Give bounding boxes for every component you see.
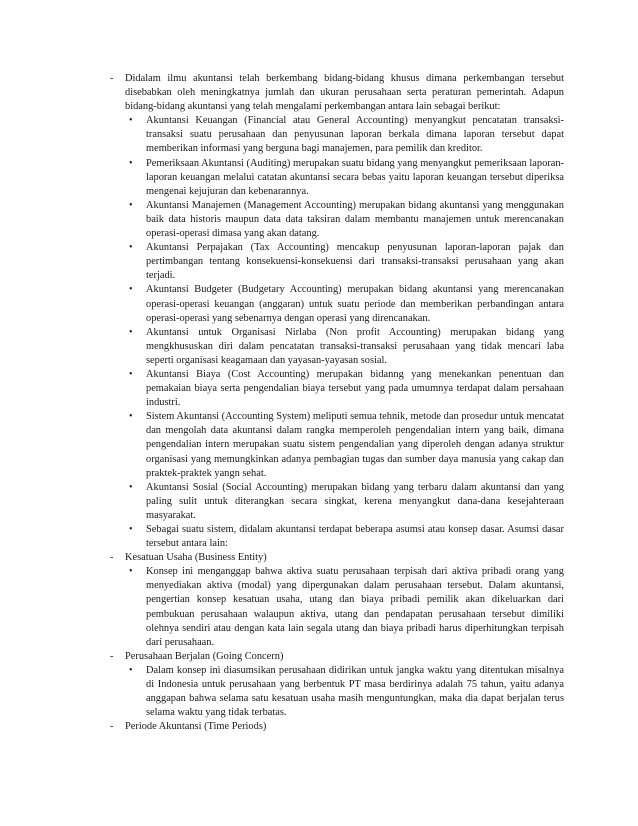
bullet-text: Akuntansi untuk Organisasi Nirlaba (Non profit Accounting) merupakan bidang yang mengkhususkan diri dalam pencatatan transaksi-transaksi perusahaan yang tidak mencari laba seperti organisasi keagamaan dan yayasan-yayasan sosial. xyxy=(146,326,564,366)
bullet-text: Akuntansi Sosial (Social Accounting) merupakan bidang yang terbaru dalam akuntansi dan yang paling sulit untuk diterangkan secara singkat, kerena menyangkut dana-dana kesejahteraan masyarakat. xyxy=(146,481,564,521)
dash-marker: - xyxy=(110,721,114,733)
bullet-item xyxy=(125,283,564,325)
bullet-text: Sebagai suatu sistem, didalam akuntansi terdapat beberapa asumsi atau konsep dasar. Asumsi dasar tersebut antara lain: xyxy=(146,524,564,550)
bullet-item xyxy=(125,157,564,199)
bullet-text: Akuntansi Biaya (Cost Accounting) merupakan bidanng yang menekankan penentuan dan pemakaian biaya serta pengendalian biaya tersebut yang pada umumnya terdapat dalam persahaan industri. xyxy=(146,368,564,409)
bullet-item xyxy=(125,368,564,410)
section-item xyxy=(110,72,564,551)
bullet-icon: • xyxy=(129,524,133,535)
document-body xyxy=(110,72,564,734)
section-item xyxy=(110,551,564,650)
section-item xyxy=(110,720,564,734)
bullet-text: Akuntansi Manajemen (Management Accounting) merupakan bidang akuntansi yang menggunakan baik data historis maupun data data taksiran dalam membantu manajemen untuk merencanakan operasi-operasi dimasa yang akan datang. xyxy=(146,199,564,240)
bullet-text: Akuntansi Perpajakan (Tax Accounting) mencakup penyusunan laporan-laporan pajak dan pertimbangan tentang konsekuensi-konsekuensi dari transaksi-transaksi perusahaan yang akan terjadi. xyxy=(146,242,564,282)
bullet-text: Akuntansi Keuangan (Financial atau General Accounting) menyangkut pencatatan transaksi-transaksi suatu perusahaan dan penyusunan laporan berkala dimana laporan tersebut dapat memberikan informasi yang berguna bagi manajemen, para pemilik dan kreditor. xyxy=(146,115,564,155)
bullet-icon: • xyxy=(129,284,133,296)
bullet-item xyxy=(125,565,564,650)
bullet-text: Konsep ini menganggap bahwa aktiva suatu perusahaan terpisah dari aktiva pribadi orang yang menyediakan aktiva (modal) yang dipergunakan dalam perusahaan tersebut. Dalam akuntansi, pengertian konsep kesatuan usaha, utang dan biaya pribadi pemilik akan dikeluarkan dari pembukuan perusahaan walaupun aktiva, utang dan pendapatan perusahaan tersebut dimiliki olehnya sendiri atau dengan kata lain segala utang dan biaya pribadi harus diperhitungkan terpisah dari perusahaan. xyxy=(146,566,564,648)
bullet-icon: • xyxy=(129,481,133,493)
bullet-icon: • xyxy=(129,368,133,380)
bullet-icon: • xyxy=(129,411,133,423)
section-text: Didalam ilmu akuntansi telah berkembang bidang-bidang khusus dimana perkembangan tersebut disebabkan oleh meningkatnya jumlah dan ukuran perusahaan serta peraturan pemerintah. Adapun bidang-bidang akuntansi yang telah mengalami perkembangan antara lain sebagai berikut: xyxy=(125,73,564,113)
dash-marker: - xyxy=(110,650,114,662)
dash-marker: - xyxy=(110,73,114,84)
bullet-list xyxy=(125,114,564,551)
bullet-list xyxy=(125,664,564,720)
bullet-text: Pemeriksaan Akuntansi (Auditing) merupakan suatu bidang yang menyangkut pemeriksaan laporan-laporan keuangan melalui catatan akuntansi secara bebas yaitu laporan keuangan tersebut diperiksa mengenai kejujuran dan kebenarannya. xyxy=(146,157,564,197)
bullet-item xyxy=(125,114,564,156)
bullet-icon: • xyxy=(129,199,133,211)
dash-marker: - xyxy=(110,552,114,564)
bullet-item xyxy=(125,326,564,368)
bullet-item xyxy=(125,241,564,283)
bullet-text: Dalam konsep ini diasumsikan perusahaan didirikan untuk jangka waktu yang ditentukan misalnya di Indonesia untuk perusahaan yang berbentuk PT masa berdirinya adalah 75 tahun, yaitu adanya anggapan bahwa selama satu kesatuan usaha masih menguntungkan, maka dia dapat berjalan terus selama waktu yang tidak terbatas. xyxy=(146,664,564,719)
bullet-icon: • xyxy=(129,242,133,254)
section-text: Periode Akuntansi (Time Periods) xyxy=(125,721,267,733)
bullet-item xyxy=(125,523,564,551)
bullet-icon: • xyxy=(129,115,133,127)
bullet-icon: • xyxy=(129,566,133,578)
section-text: Kesatuan Usaha (Business Entity) xyxy=(125,552,267,564)
bullet-item xyxy=(125,481,564,523)
bullet-icon: • xyxy=(129,664,133,676)
bullet-item xyxy=(125,199,564,241)
section-text: Perusahaan Berjalan (Going Concern) xyxy=(125,650,284,662)
bullet-icon: • xyxy=(129,326,133,338)
bullet-item xyxy=(125,410,564,480)
bullet-text: Sistem Akuntansi (Accounting System) meliputi semua tehnik, metode dan prosedur untuk mencatat dan mengolah data akuntansi dalam rangka memperoleh pengendalian intern yang baik, dimana pengendalian intern merupakan suatu sistem pengendalian yang diperoleh dengan adanya struktur organisasi yang memungkinkan adanya pembagian tugas dan sumber daya manusia yang cakap dan praktek-praktek yangn sehat. xyxy=(146,411,564,479)
bullet-text: Akuntansi Budgeter (Budgetary Accounting) merupakan bidang akuntansi yang merencanakan operasi-operasi keuangan (anggaran) untuk suatu periode dan memberikan perbandingan antara operasi-operasi yang sebenarnya dengan operasi yang direncanakan. xyxy=(146,284,564,324)
bullet-icon: • xyxy=(129,157,133,169)
section-item xyxy=(110,650,564,720)
bullet-item xyxy=(125,664,564,720)
bullet-list xyxy=(125,565,564,650)
